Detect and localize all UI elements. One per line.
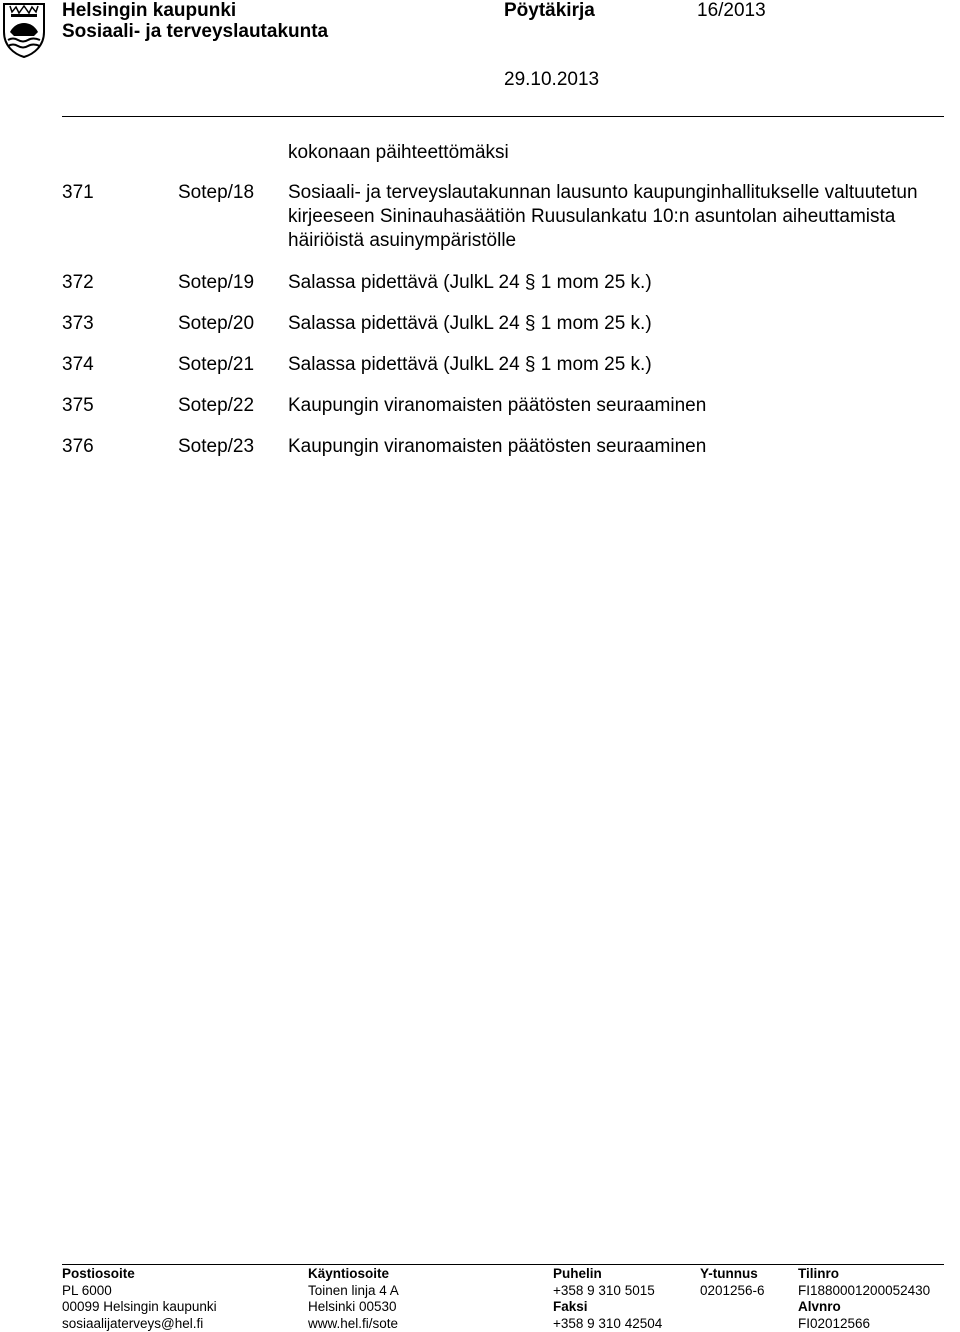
document-number: 16/2013 (697, 0, 766, 21)
continued-text: kokonaan päihteettömäksi (288, 142, 509, 163)
header-divider (62, 116, 944, 117)
document-type: Pöytäkirja (504, 0, 595, 21)
item-number: 372 (62, 272, 94, 293)
visiting-line: Helsinki 00530 (308, 1299, 397, 1314)
item-title: Salassa pidettävä (JulkL 24 § 1 mom 25 k.) (288, 313, 652, 334)
visiting-heading: Käyntiosoite (308, 1266, 390, 1281)
postal-heading: Postiosoite (62, 1266, 135, 1281)
footer-phone (553, 1266, 662, 1332)
item-number: 376 (62, 436, 94, 457)
email-link[interactable]: sosiaalijaterveys@hel.fi (62, 1315, 204, 1331)
footer-business-id (700, 1266, 765, 1299)
board-name: Sosiaali- ja terveyslautakunta (62, 21, 329, 42)
business-id-value: 0201256-6 (700, 1282, 765, 1298)
account-heading: Tilinro (798, 1266, 840, 1281)
organization-name: Helsingin kaupunki (62, 0, 237, 21)
document-date: 29.10.2013 (504, 69, 600, 90)
fax-heading: Faksi (553, 1299, 588, 1314)
visiting-line: Toinen linja 4 A (308, 1282, 399, 1298)
item-code: Sotep/21 (178, 354, 255, 375)
item-code: Sotep/20 (178, 313, 255, 334)
fax-number: +358 9 310 42504 (553, 1315, 663, 1331)
item-number: 371 (62, 182, 94, 203)
phone-heading: Puhelin (553, 1266, 602, 1281)
phone-number: +358 9 310 5015 (553, 1282, 655, 1298)
footer-account (798, 1266, 930, 1332)
item-title: Kaupungin viranomaisten päätösten seuraaminen (288, 395, 707, 416)
footer-divider (62, 1264, 944, 1265)
helsinki-crest-logo (2, 2, 46, 58)
vat-heading: Alvnro (798, 1299, 841, 1314)
footer-postal-address (62, 1266, 217, 1332)
item-title: Salassa pidettävä (JulkL 24 § 1 mom 25 k.) (288, 354, 652, 375)
item-number: 373 (62, 313, 94, 334)
postal-line: 00099 Helsingin kaupunki (62, 1299, 217, 1314)
item-number: 375 (62, 395, 94, 416)
footer-visiting-address (308, 1266, 399, 1332)
item-title: Sosiaali- ja terveyslautakunnan lausunto kaupunginhallitukselle valtuutetun kirjeeseen Sininauhasäätiön Ruusulankatu 10:n asuntolan aiheuttamista häiriöistä asuinympäristölle (288, 182, 918, 251)
vat-number: FI02012566 (798, 1315, 871, 1331)
item-title: Kaupungin viranomaisten päätösten seuraaminen (288, 436, 707, 457)
item-title: Salassa pidettävä (JulkL 24 § 1 mom 25 k.) (288, 272, 652, 293)
item-number: 374 (62, 354, 94, 375)
item-code: Sotep/22 (178, 395, 255, 416)
website-link[interactable]: www.hel.fi/sote (308, 1315, 399, 1331)
account-number: FI1880001200052430 (798, 1282, 931, 1298)
item-code: Sotep/23 (178, 436, 255, 457)
item-code: Sotep/19 (178, 272, 255, 293)
business-id-heading: Y-tunnus (700, 1266, 758, 1281)
item-code: Sotep/18 (178, 182, 255, 203)
postal-line: PL 6000 (62, 1282, 112, 1298)
